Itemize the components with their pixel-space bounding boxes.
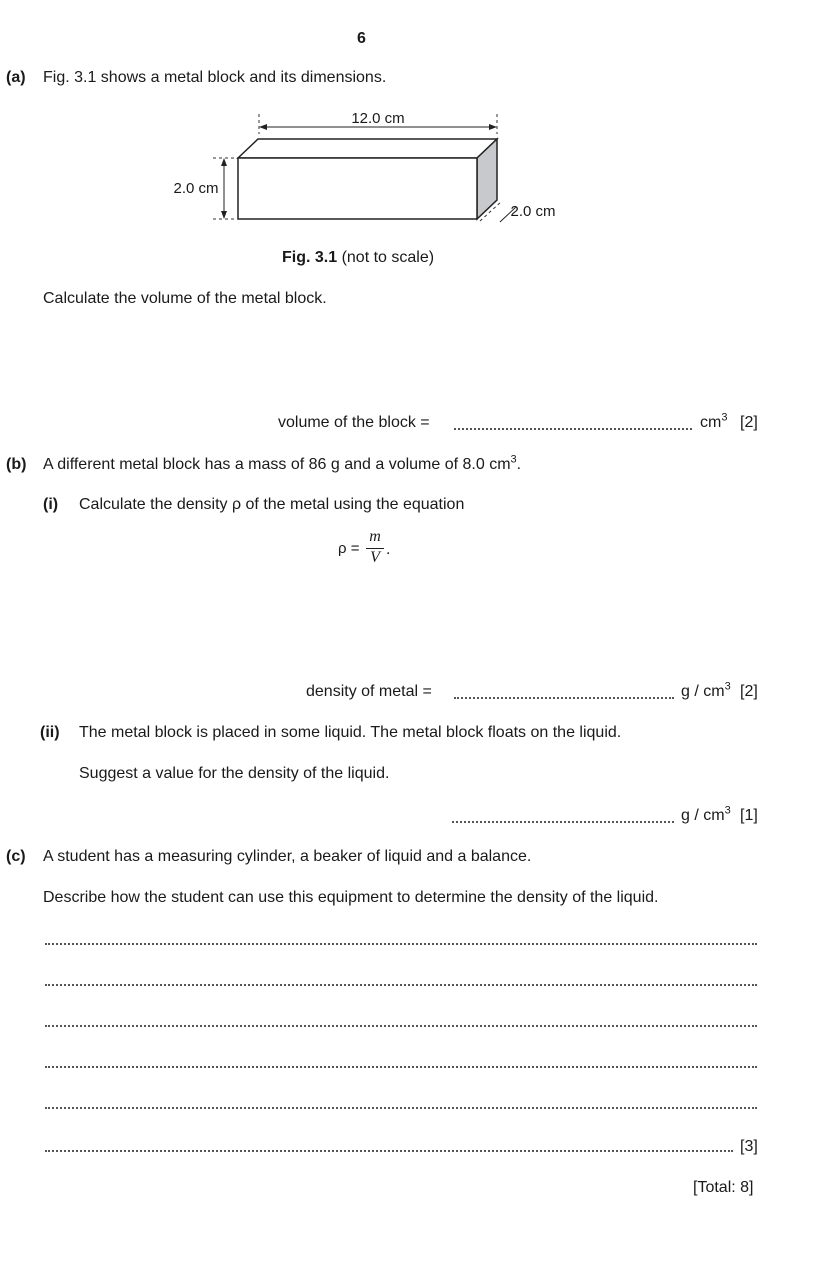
figure-caption-bold: Fig. 3.1 (282, 249, 338, 266)
height-label: 2.0 cm (173, 180, 219, 197)
part-b-ii-text1: The metal block is placed in some liquid. The metal block floats on the liquid. (79, 724, 622, 741)
part-b-i-marks: [2] (740, 683, 758, 700)
part-b-intro-sup: 3 (510, 453, 517, 466)
density-unit-text: g / cm (681, 683, 725, 700)
part-b-i-text: Calculate the density ρ of the metal using the equation (79, 496, 465, 513)
answer-line-4[interactable] (45, 1066, 757, 1068)
part-b-intro-text: A different metal block has a mass of 86 g and a volume of 8.0 cm (43, 456, 511, 473)
part-b-intro-end: . (516, 456, 522, 473)
total-marks: [Total: 8] (693, 1179, 754, 1196)
depth-label: 2.0 cm (510, 203, 556, 220)
liquid-density-unit (681, 804, 731, 825)
figure-caption-rest: (not to scale) (337, 249, 435, 266)
density-unit (681, 680, 731, 701)
answer-line-3[interactable] (45, 1025, 757, 1027)
equation-denominator: V (370, 549, 380, 566)
density-answer-label: density of metal = (306, 683, 432, 700)
answer-line-6[interactable] (45, 1150, 733, 1152)
liquid-density-answer-line[interactable] (452, 821, 674, 823)
part-b-ii-label: (ii) (40, 724, 60, 741)
answer-line-5[interactable] (45, 1107, 757, 1109)
part-b-intro (43, 453, 522, 474)
part-b-i-label: (i) (43, 496, 59, 513)
density-answer-line[interactable] (454, 697, 674, 699)
part-a-question: Calculate the volume of the metal block. (43, 290, 327, 307)
part-a-intro: Fig. 3.1 shows a metal block and its dimensions. (43, 69, 387, 86)
part-b-ii-text2: Suggest a value for the density of the liquid. (79, 765, 390, 782)
part-c-label: (c) (6, 848, 26, 865)
figure-caption (282, 249, 434, 267)
equation-lhs: ρ = (338, 540, 360, 557)
answer-line-2[interactable] (45, 984, 757, 986)
part-b-label: (b) (6, 456, 27, 473)
liquid-density-unit-sup: 3 (724, 804, 731, 817)
equation-numerator: m (369, 528, 381, 545)
part-c-question: Describe how the student can use this equipment to determine the density of the liquid. (43, 889, 659, 906)
page-number: 6 (357, 30, 366, 47)
equation-end: . (386, 541, 391, 558)
length-label: 12.0 cm (351, 110, 405, 127)
volume-unit-sup: 3 (721, 411, 728, 424)
part-a-marks: [2] (740, 414, 758, 431)
part-a-label: (a) (6, 69, 26, 86)
part-b-ii-marks: [1] (740, 807, 758, 824)
part-c-marks: [3] (740, 1138, 758, 1155)
volume-unit (700, 411, 728, 432)
volume-unit-text: cm (700, 414, 722, 431)
liquid-density-unit-text: g / cm (681, 807, 725, 824)
volume-answer-label: volume of the block = (278, 414, 430, 431)
answer-line-1[interactable] (45, 943, 757, 945)
part-c-intro: A student has a measuring cylinder, a beaker of liquid and a balance. (43, 848, 532, 865)
density-unit-sup: 3 (724, 680, 731, 693)
volume-answer-line[interactable] (454, 428, 692, 430)
